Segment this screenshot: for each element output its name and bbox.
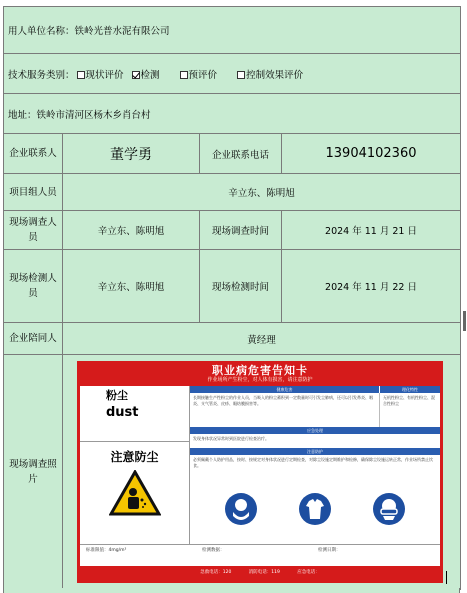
team-value[interactable]: 辛立东、陈明旭 bbox=[63, 174, 461, 211]
health-text: 长期接触生产性粉尘的作业人员，当吸入的粉尘蓄积到一定数量时可引发尘肺病，还可以引发鼻炎、咽炎、支气管炎、皮疹、眼结膜损害等。 bbox=[190, 393, 380, 427]
checkbox-pre-evaluation[interactable] bbox=[180, 71, 188, 79]
phone-value[interactable]: 13904102360 bbox=[282, 134, 461, 174]
grid-header-strip bbox=[0, 0, 467, 4]
dust-mask-icon bbox=[224, 492, 258, 526]
row-test bbox=[4, 250, 461, 323]
section-health: 健康危害 bbox=[190, 386, 380, 393]
poster-left-column bbox=[80, 386, 190, 544]
hazard-notice-card bbox=[77, 361, 443, 583]
section-band-emergency bbox=[190, 427, 440, 434]
row-survey bbox=[4, 211, 461, 250]
row-team bbox=[4, 174, 461, 211]
row-service-type bbox=[4, 54, 461, 94]
properties-text: 无机性粉尘、有机性粉尘、混合性粉尘 bbox=[383, 395, 435, 406]
dust-warning-triangle-icon bbox=[109, 470, 161, 516]
inspection-form-table bbox=[3, 6, 461, 590]
foot-emergency: 应急电话： bbox=[297, 570, 320, 575]
protection-text: 必须佩戴个人防护用品，按时、按规定对身体状况进行定期检查，对除尘设施定期维护和检修，确保除尘设施运转正常，作业场所禁止饮食。 bbox=[193, 457, 433, 468]
poster-right-column bbox=[190, 386, 440, 544]
address-value: 铁岭市清河区杨木乡肖台村 bbox=[36, 109, 151, 121]
service-type-label: 技术服务类别： bbox=[8, 69, 75, 81]
row-escort bbox=[4, 323, 461, 355]
employer-value: 铁岭光普水泥有限公司 bbox=[74, 26, 170, 37]
survey-time-value[interactable]: 2024 年 11 月 21 日 bbox=[282, 211, 461, 250]
test-time-value[interactable]: 2024 年 11 月 22 日 bbox=[282, 250, 461, 323]
text-cursor bbox=[446, 571, 447, 584]
poster-header bbox=[80, 364, 440, 386]
next-row-strip bbox=[3, 588, 460, 593]
option-control-effect: 控制效果评价 bbox=[246, 69, 304, 81]
health-row bbox=[190, 393, 440, 427]
address-label: 地址： bbox=[8, 109, 37, 121]
goggles-icon bbox=[372, 492, 406, 526]
meta-result: 检测数据： bbox=[202, 548, 225, 553]
checkbox-testing[interactable] bbox=[132, 71, 140, 79]
service-type-cell[interactable] bbox=[4, 54, 461, 94]
survey-staff-value[interactable]: 辛立东、陈明旭 bbox=[63, 211, 200, 250]
row-contact bbox=[4, 134, 461, 174]
poster-title: 职业病危害告知卡 bbox=[212, 364, 308, 377]
poster-subtitle: 作业场所产生粉尘，对人体有损害，请注意防护 bbox=[207, 377, 313, 383]
protection-icons bbox=[190, 473, 440, 544]
warning-box bbox=[80, 442, 189, 544]
contact-label: 企业联系人 bbox=[4, 134, 63, 174]
section-protection: 注意防护 bbox=[307, 449, 323, 454]
poster-footer bbox=[80, 566, 440, 580]
option-current-evaluation: 现状评价 bbox=[85, 69, 124, 81]
survey-time-label: 现场调查时间 bbox=[200, 211, 282, 250]
row-employer bbox=[4, 7, 461, 54]
poster-body bbox=[80, 386, 440, 544]
contact-value[interactable]: 董学勇 bbox=[63, 134, 200, 174]
poster-meta bbox=[80, 544, 440, 556]
employer-cell[interactable] bbox=[4, 7, 461, 54]
section-band-health bbox=[190, 386, 440, 393]
survey-staff-label: 现场调查人员 bbox=[4, 211, 63, 250]
escort-label: 企业陪同人 bbox=[4, 323, 63, 355]
protective-clothing-icon bbox=[298, 492, 332, 526]
warning-text: 注意防尘 bbox=[110, 450, 159, 464]
checkbox-control-effect[interactable] bbox=[237, 71, 245, 79]
test-time-label: 现场检测时间 bbox=[200, 250, 282, 323]
emergency-text: 发现身体状况异常时到医院进行检查治疗。 bbox=[193, 436, 269, 441]
hazard-name-en: dust bbox=[106, 405, 139, 420]
option-pre-evaluation: 预评价 bbox=[188, 69, 218, 81]
escort-value[interactable]: 黄经理 bbox=[63, 323, 461, 355]
row-photo bbox=[4, 355, 461, 590]
meta-limit: 标准限值：4mg/m³ bbox=[86, 548, 127, 553]
test-staff-value[interactable]: 辛立东、陈明旭 bbox=[63, 250, 200, 323]
section-properties: 理化特性 bbox=[402, 387, 418, 392]
section-band-protection bbox=[190, 448, 440, 455]
scroll-edge-marker[interactable] bbox=[463, 311, 466, 331]
photo-label: 现场调查照片 bbox=[4, 355, 63, 590]
hazard-name: 粉尘 bbox=[106, 389, 128, 402]
option-testing: 检测 bbox=[140, 69, 160, 81]
row-address bbox=[4, 94, 461, 134]
meta-date: 检测日期： bbox=[318, 548, 341, 553]
test-staff-label: 现场检测人员 bbox=[4, 250, 63, 323]
photo-cell[interactable] bbox=[63, 355, 461, 590]
section-emergency: 应急处理 bbox=[307, 428, 323, 433]
phone-label: 企业联系电话 bbox=[200, 134, 282, 174]
employer-label: 用人单位名称： bbox=[8, 26, 75, 37]
team-label: 项目组人员 bbox=[4, 174, 63, 211]
address-cell[interactable] bbox=[4, 94, 461, 134]
foot-aid: 急救电话：120 bbox=[200, 570, 232, 575]
hazard-name-box bbox=[80, 386, 189, 442]
checkbox-current-evaluation[interactable] bbox=[77, 71, 85, 79]
foot-fire: 消防电话：119 bbox=[248, 570, 280, 575]
